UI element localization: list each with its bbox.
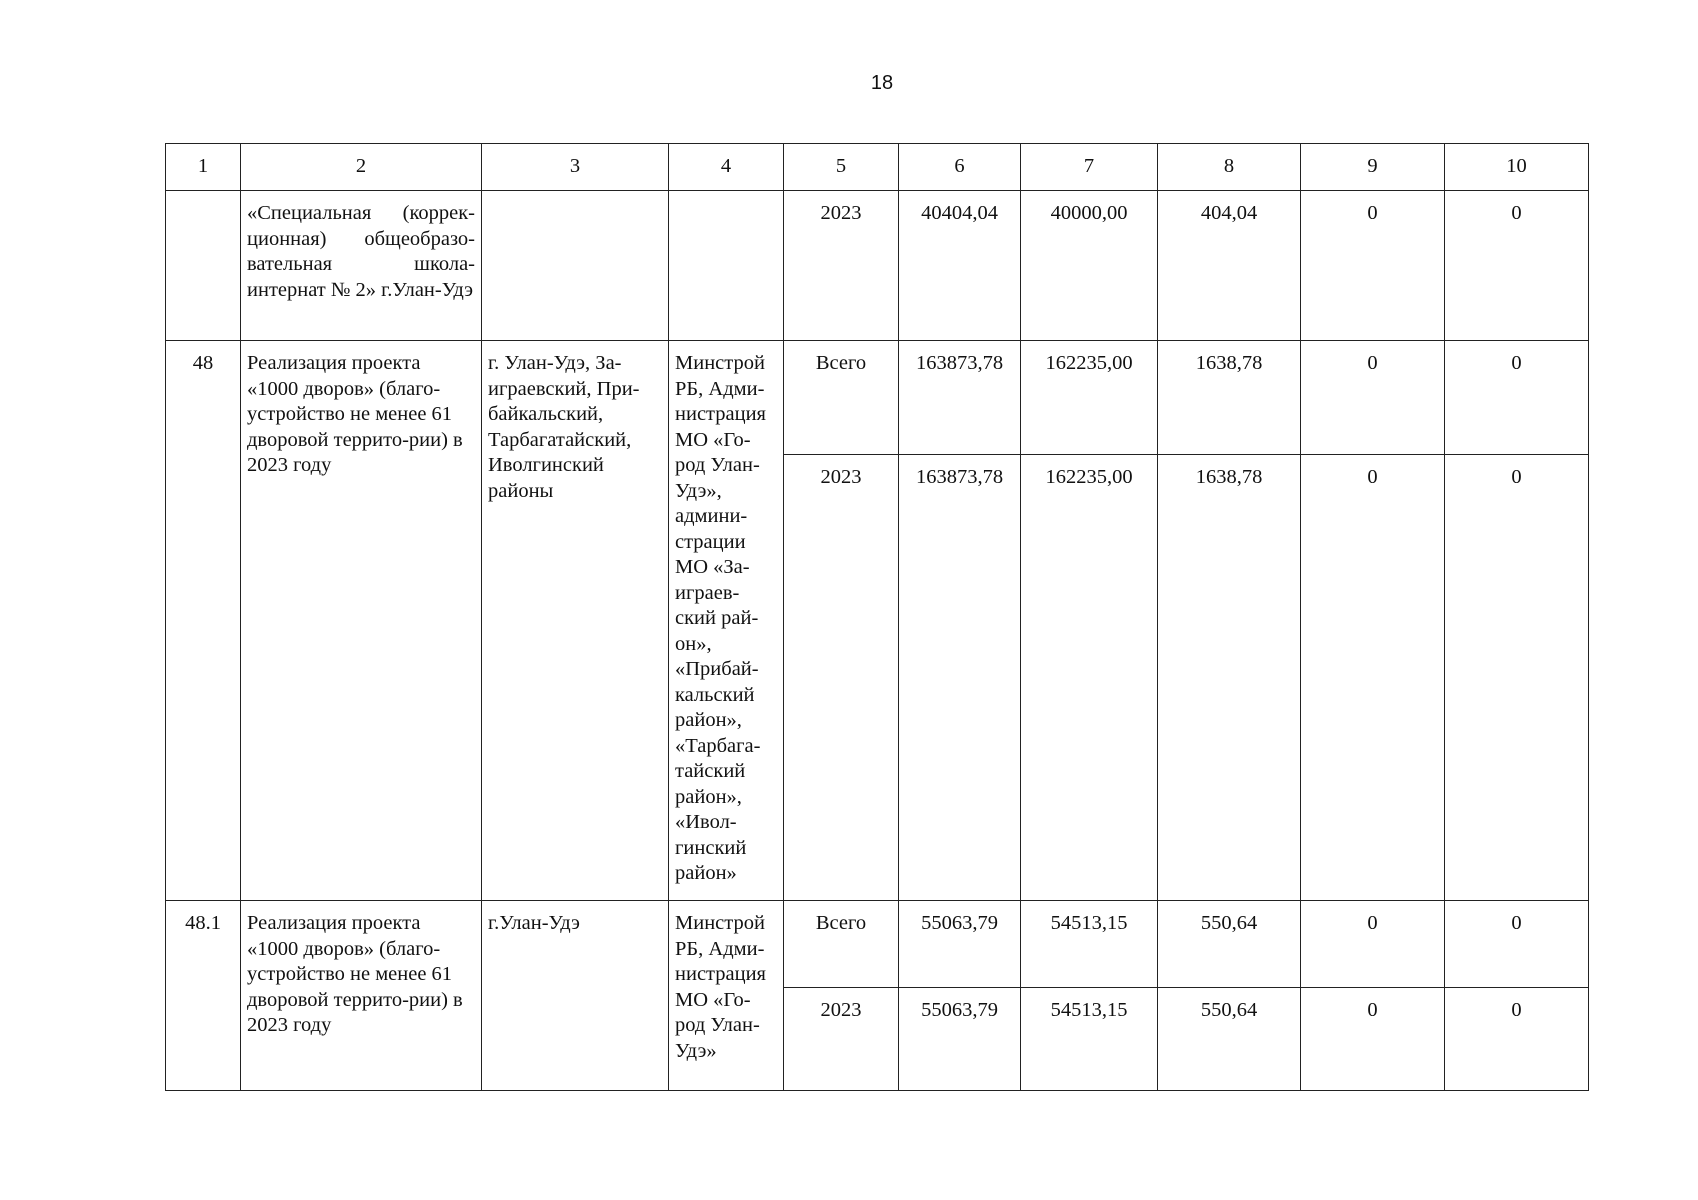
cell-col8: 550,64 xyxy=(1158,988,1301,1091)
row-executor xyxy=(669,191,784,341)
row-number: 48 xyxy=(166,341,241,901)
row-period: 2023 xyxy=(784,455,899,901)
cell-col9: 0 xyxy=(1301,901,1445,988)
cell-col8: 1638,78 xyxy=(1158,341,1301,455)
header-cell: 8 xyxy=(1158,144,1301,191)
header-cell: 3 xyxy=(482,144,669,191)
row-period: 2023 xyxy=(784,191,899,341)
cell-col7: 162235,00 xyxy=(1021,341,1158,455)
page-number: 18 xyxy=(870,72,894,94)
cell-col8: 1638,78 xyxy=(1158,455,1301,901)
cell-col10: 0 xyxy=(1445,191,1589,341)
table-row xyxy=(166,191,1589,341)
header-cell: 2 xyxy=(241,144,482,191)
cell-col9: 0 xyxy=(1301,341,1445,455)
row-territory: г.Улан-Удэ xyxy=(482,901,669,1091)
header-cell: 9 xyxy=(1301,144,1445,191)
table-row xyxy=(166,901,1589,988)
row-number xyxy=(166,191,241,341)
header-cell: 6 xyxy=(899,144,1021,191)
row-territory xyxy=(482,191,669,341)
header-cell: 1 xyxy=(166,144,241,191)
cell-col10: 0 xyxy=(1445,341,1589,455)
header-cell: 10 xyxy=(1445,144,1589,191)
row-name: «Специальная (коррек-ционная) общеобразо-вательная школа-интернат № 2» г.Улан-Удэ xyxy=(241,191,482,341)
cell-col10: 0 xyxy=(1445,988,1589,1091)
header-cell: 4 xyxy=(669,144,784,191)
cell-total: 55063,79 xyxy=(899,988,1021,1091)
header-cell: 5 xyxy=(784,144,899,191)
cell-total: 55063,79 xyxy=(899,901,1021,988)
cell-col7: 40000,00 xyxy=(1021,191,1158,341)
budget-table xyxy=(165,143,1589,1091)
cell-col10: 0 xyxy=(1445,901,1589,988)
cell-col9: 0 xyxy=(1301,988,1445,1091)
cell-col7: 162235,00 xyxy=(1021,455,1158,901)
row-name: Реализация проекта «1000 дворов» (благо-устройство не менее 61 дворовой террито-рии) в 2023 году xyxy=(241,341,482,901)
cell-col9: 0 xyxy=(1301,191,1445,341)
row-period: Всего xyxy=(784,341,899,455)
cell-col8: 550,64 xyxy=(1158,901,1301,988)
row-period: 2023 xyxy=(784,988,899,1091)
row-number: 48.1 xyxy=(166,901,241,1091)
cell-total: 163873,78 xyxy=(899,341,1021,455)
row-name: Реализация проекта «1000 дворов» (благо-устройство не менее 61 дворовой террито-рии) в 2023 году xyxy=(241,901,482,1091)
row-period: Всего xyxy=(784,901,899,988)
row-executor: Минстрой РБ, Адми-нистрация МО «Го-род Улан-Удэ» xyxy=(669,901,784,1091)
table-row xyxy=(166,341,1589,455)
table-header-row xyxy=(166,144,1589,191)
cell-col10: 0 xyxy=(1445,455,1589,901)
cell-total: 163873,78 xyxy=(899,455,1021,901)
cell-col9: 0 xyxy=(1301,455,1445,901)
row-executor: Минстрой РБ, Адми-нистрация МО «Го-род Улан-Удэ», админи-страции МО «За-играев-ский рай-он», «Прибай-кальский район», «Тарбага-тайский район», «Ивол-гинский район» xyxy=(669,341,784,901)
cell-col7: 54513,15 xyxy=(1021,901,1158,988)
row-territory: г. Улан-Удэ, За-играевский, При-байкальский, Тарбагатайский, Иволгинский районы xyxy=(482,341,669,901)
header-cell: 7 xyxy=(1021,144,1158,191)
cell-total: 40404,04 xyxy=(899,191,1021,341)
cell-col8: 404,04 xyxy=(1158,191,1301,341)
cell-col7: 54513,15 xyxy=(1021,988,1158,1091)
